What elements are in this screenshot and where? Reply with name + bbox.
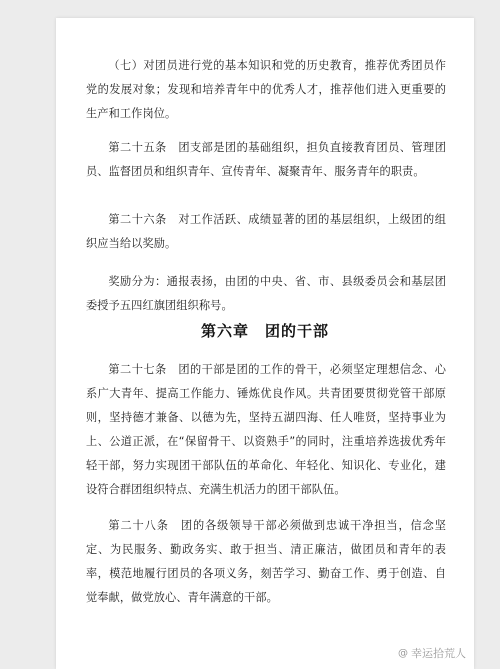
at-sign-icon: @ bbox=[398, 647, 408, 659]
chapter-title: 第六章 团的干部 bbox=[200, 322, 329, 340]
watermark-text: 幸运拾荒人 bbox=[411, 647, 466, 660]
paragraph-rewards: 奖励分为：通报表扬，由团的中央、省、市、县级委员会和基层团委授予五四红旗团组织称号。 bbox=[86, 275, 446, 312]
paragraph-article-27: 第二十七条 团的干部是团的工作的骨干，必须坚定理想信念、心系广大青年、提高工作能力、锤炼优良作风。共青团要贯彻党管干部原则，坚持德才兼备、以德为先，坚持五湖四海、任人唯贤，坚持事业为上、公道正派，在“保留骨干、以资熟手”的同时，注重培养选拔优秀年轻干部，努力实现团干部队伍的革命化、年轻化、知识化、专业化，建设符合群团组织特点、充满生机活力的团干部队伍。 bbox=[86, 363, 446, 496]
watermark bbox=[398, 645, 466, 661]
paragraph-article-28: 第二十八条 团的各级领导干部必须做到忠诚干净担当，信念坚定、为民服务、勤政务实、敢于担当、清正廉洁，做团员和青年的表率，模范地履行团员的各项义务，刻苦学习、勤奋工作、勇于创造、自觉奉献，做党放心、青年满意的干部。 bbox=[86, 519, 446, 604]
paragraph-article-26: 第二十六条 对工作活跃、成绩显著的团的基层组织，上级团的组织应当给以奖励。 bbox=[86, 213, 446, 250]
document-page bbox=[56, 18, 474, 669]
paragraph-item-7: （七）对团员进行党的基本知识和党的历史教育，推荐优秀团员作党的发展对象；发现和培养青年中的优秀人才，推荐他们进入更重要的生产和工作岗位。 bbox=[86, 59, 446, 120]
paragraph-article-25: 第二十五条 团支部是团的基础组织，担负直接教育团员、管理团员、监督团员和组织青年、宣传青年、凝聚青年、服务青年的职责。 bbox=[86, 141, 446, 178]
